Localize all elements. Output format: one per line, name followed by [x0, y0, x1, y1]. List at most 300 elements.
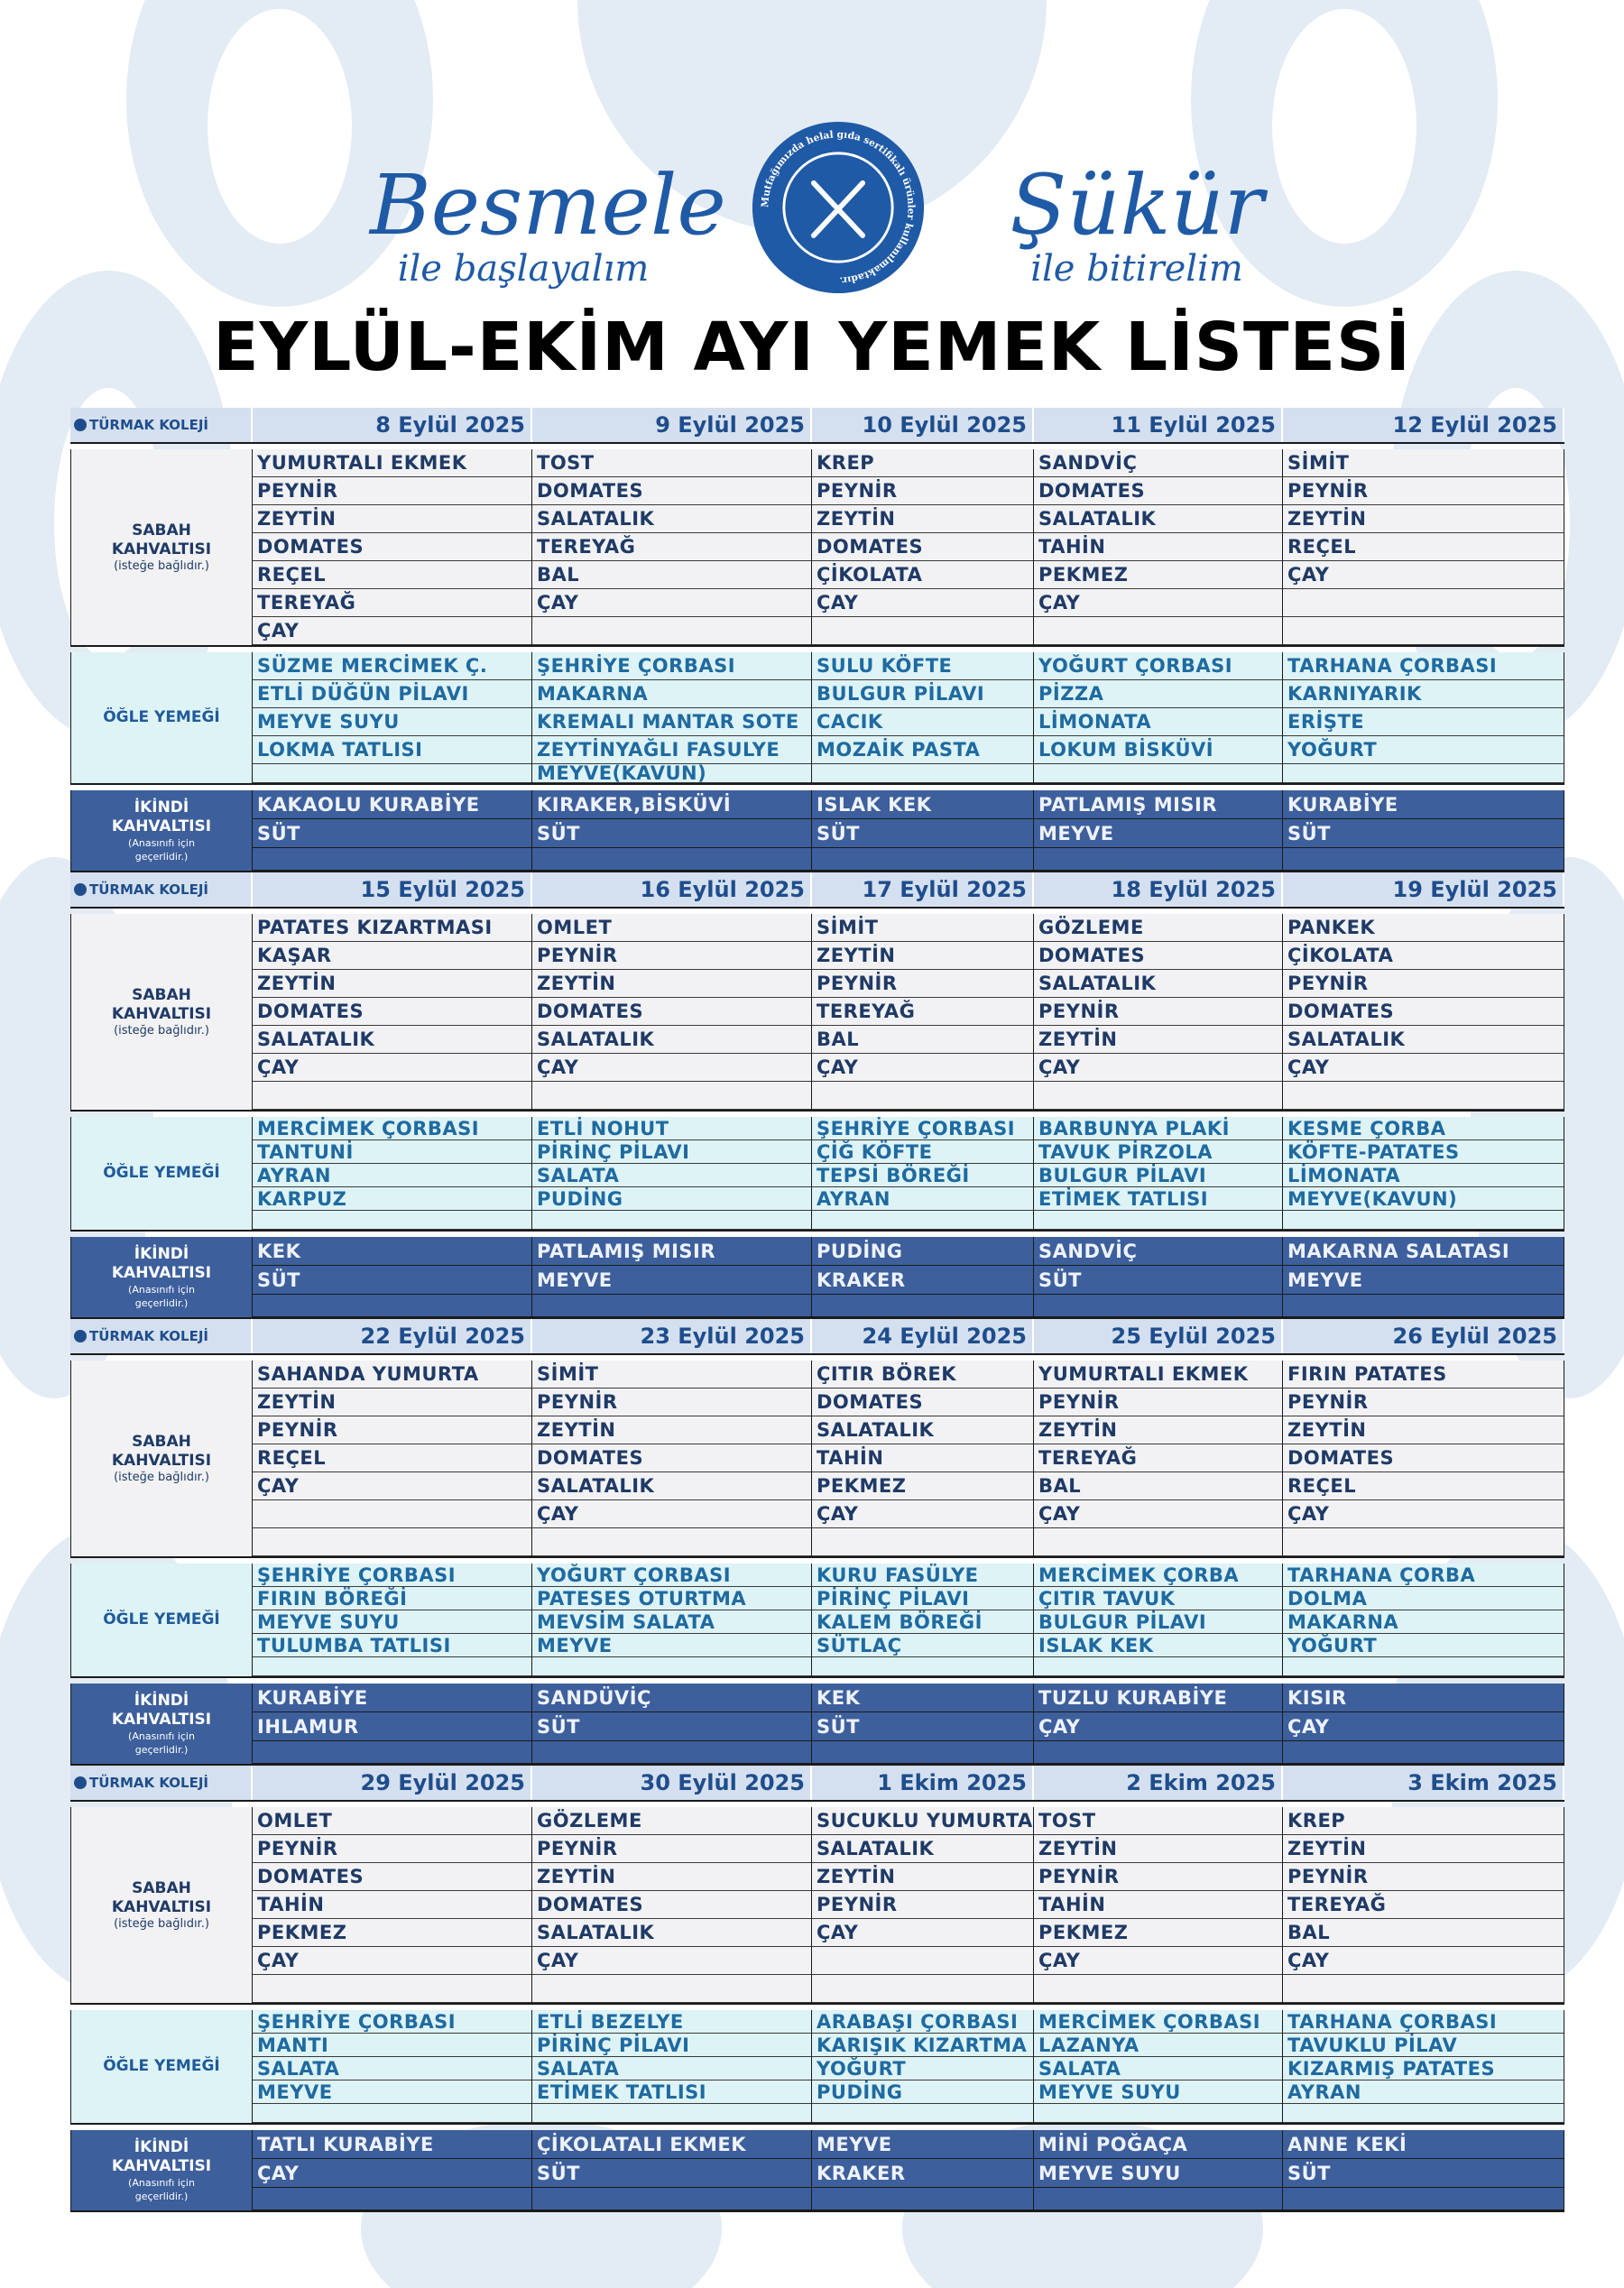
menu-item: SÜT	[1283, 2159, 1564, 2188]
school-name: TÜRMAK KOLEJİ	[89, 1328, 209, 1344]
day-column	[812, 1684, 1034, 1764]
snack-label-line: (Anasınıfı için	[128, 1283, 195, 1296]
menu-item: ETİMEK TATLISI	[1034, 1187, 1282, 1211]
menu-item: ZEYTİN	[532, 1416, 811, 1444]
menu-item	[253, 1741, 531, 1764]
menu-item	[1283, 1741, 1564, 1764]
day-column	[812, 1361, 1034, 1556]
menu-item: MERCİMEK ÇORBASI	[1034, 2010, 1282, 2034]
snack-label-line: KAHVALTISI	[111, 2156, 212, 2175]
menu-item: TAHİN	[1034, 533, 1282, 561]
menu-item	[1034, 764, 1282, 783]
breakfast-label-line: KAHVALTISI	[111, 1451, 212, 1470]
helal-logo	[751, 120, 926, 295]
snack-label-line: geçerlidir.)	[134, 1296, 189, 1309]
day-column	[1283, 1684, 1564, 1764]
menu-item: ÇAY	[532, 1054, 811, 1082]
menu-item: TUZLU KURABİYE	[1034, 1684, 1282, 1712]
day-column	[253, 1684, 532, 1764]
menu-item: PATATES KIZARTMASI	[253, 914, 531, 942]
day-column	[812, 652, 1034, 783]
menu-item: KIZARMIŞ PATATES	[1283, 2057, 1564, 2080]
snack-label	[70, 1684, 253, 1764]
day-column	[1034, 1807, 1283, 2003]
day-date: 19 Eylül 2025	[1283, 872, 1564, 907]
day-column	[532, 1237, 812, 1317]
menu-item: REÇEL	[1283, 533, 1564, 561]
menu-item: KIRAKER,BİSKÜVİ	[532, 790, 811, 819]
day-column	[532, 652, 812, 783]
menu-item: PEYNİR	[532, 1835, 811, 1863]
menu-item: SÜTLAÇ	[812, 1634, 1033, 1657]
menu-item	[253, 1082, 531, 1110]
menu-item: AYRAN	[253, 1164, 531, 1187]
menu-table	[70, 408, 1564, 2212]
lunch-section	[70, 1564, 1564, 1678]
menu-item: TEPSİ BÖREĞİ	[812, 1164, 1033, 1187]
menu-item	[812, 1657, 1033, 1676]
menu-item: SÜZME MERCİMEK Ç.	[253, 652, 531, 680]
lunch-label-line: ÖĞLE YEMEĞİ	[103, 1610, 220, 1628]
afternoon-snack-section	[70, 2130, 1564, 2212]
day-date: 3 Ekim 2025	[1283, 1766, 1564, 1800]
menu-item: PUDİNG	[532, 1187, 811, 1211]
menu-item: ZEYTİN	[812, 505, 1033, 533]
menu-item: PEYNİR	[812, 477, 1033, 505]
menu-item: MAKARNA	[532, 680, 811, 708]
day-date: 1 Ekim 2025	[812, 1766, 1034, 1800]
menu-item	[1034, 1657, 1282, 1676]
menu-item: SALATA	[532, 2057, 811, 2080]
menu-item: SULU KÖFTE	[812, 652, 1033, 680]
menu-item	[1034, 1741, 1282, 1764]
day-column	[253, 449, 532, 645]
menu-item	[812, 2104, 1033, 2123]
menu-item: YOĞURT	[1283, 736, 1564, 764]
menu-item: BARBUNYA PLAKİ	[1034, 1117, 1282, 1140]
menu-item: PEYNİR	[812, 1891, 1033, 1919]
day-column	[1034, 449, 1283, 645]
menu-item: YOĞURT	[1283, 1634, 1564, 1657]
motto-left-big: Besmele	[370, 157, 726, 254]
snack-label	[70, 2130, 253, 2210]
menu-item: LOKMA TATLISI	[253, 736, 531, 764]
day-date: 10 Eylül 2025	[812, 408, 1034, 442]
menu-item	[1283, 2104, 1564, 2123]
menu-item	[532, 617, 811, 645]
menu-item: ÇİĞ KÖFTE	[812, 1140, 1033, 1164]
menu-item: YOĞURT	[812, 2057, 1033, 2080]
menu-item: KREP	[812, 449, 1033, 477]
breakfast-label-line: KAHVALTISI	[111, 540, 212, 558]
menu-item: ETLİ DÜĞÜN PİLAVI	[253, 680, 531, 708]
menu-item: SÜT	[532, 1712, 811, 1741]
menu-item: SÜT	[812, 1712, 1033, 1741]
menu-item: ZEYTİN	[253, 1388, 531, 1416]
lunch-label	[70, 1117, 253, 1230]
week-header	[70, 872, 1564, 909]
day-column	[1283, 1564, 1564, 1676]
menu-item: KALEM BÖREĞİ	[812, 1610, 1033, 1634]
menu-item: ÇAY	[1283, 1500, 1564, 1528]
menu-item: ÇAY	[1034, 589, 1282, 617]
school-name: TÜRMAK KOLEJİ	[89, 417, 209, 433]
day-column	[1034, 1564, 1283, 1676]
snack-label-line: İKİNDİ	[134, 1244, 189, 1263]
menu-item	[1034, 2104, 1282, 2123]
day-column	[532, 449, 812, 645]
menu-item: SÜT	[253, 1266, 531, 1295]
menu-item: AYRAN	[812, 1187, 1033, 1211]
menu-item: ZEYTİN	[253, 970, 531, 998]
menu-item	[1034, 1295, 1282, 1317]
menu-item: ZEYTİN	[1283, 1416, 1564, 1444]
menu-item: LİMONATA	[1034, 708, 1282, 736]
menu-item: MEVSİM SALATA	[532, 1610, 811, 1634]
page-header	[0, 0, 1624, 397]
menu-item: TAVUKLU PİLAV	[1283, 2034, 1564, 2057]
day-column	[532, 1807, 812, 2003]
page-title: EYLÜL-EKİM AYI YEMEK LİSTESİ	[213, 309, 1411, 386]
snack-label-line: İKİNDİ	[134, 2137, 189, 2156]
menu-item: PİRİNÇ PİLAVI	[812, 1587, 1033, 1610]
menu-item: ZEYTİN	[253, 505, 531, 533]
menu-item: KURU FASÜLYE	[812, 1564, 1033, 1587]
menu-item: REÇEL	[253, 561, 531, 589]
menu-item: ÇAY	[812, 1919, 1033, 1947]
day-date: 17 Eylül 2025	[812, 872, 1034, 907]
menu-item: SÜT	[532, 819, 811, 848]
menu-item: ÇAY	[1034, 1947, 1282, 1975]
snack-label-line: geçerlidir.)	[134, 2190, 189, 2202]
motto-right-small: ile bitirelim	[1030, 248, 1243, 290]
snack-label	[70, 1237, 253, 1317]
menu-item: SALATA	[532, 1164, 811, 1187]
menu-item: SALATALIK	[812, 1835, 1033, 1863]
menu-item: ÇAY	[1034, 1712, 1282, 1741]
menu-item: KAŞAR	[253, 942, 531, 970]
menu-item: SUCUKLU YUMURTA	[812, 1807, 1033, 1835]
menu-item: IHLAMUR	[253, 1712, 531, 1741]
menu-item: BULGUR PİLAVI	[1034, 1164, 1282, 1187]
menu-item: CACIK	[812, 708, 1033, 736]
day-column	[1034, 1361, 1283, 1556]
menu-item: TEREYAĞ	[812, 998, 1033, 1026]
menu-item: PEYNİR	[1283, 970, 1564, 998]
menu-item: DOLMA	[1283, 1587, 1564, 1610]
menu-item: ÇAY	[253, 617, 531, 645]
menu-item: PEYNİR	[1034, 1863, 1282, 1891]
snack-label	[70, 790, 253, 871]
day-column	[1283, 1237, 1564, 1317]
menu-item	[532, 1741, 811, 1764]
menu-item: SÜT	[1283, 819, 1564, 848]
menu-item: DOMATES	[253, 998, 531, 1026]
menu-item: FIRIN PATATES	[1283, 1361, 1564, 1388]
menu-item: ÇAY	[1034, 1054, 1282, 1082]
menu-item: BAL	[532, 561, 811, 589]
menu-item: BAL	[1034, 1472, 1282, 1500]
menu-item: TEREYAĞ	[532, 533, 811, 561]
motto-besmele	[370, 157, 726, 290]
menu-item: REÇEL	[1283, 1472, 1564, 1500]
menu-item: TEREYAĞ	[1283, 1891, 1564, 1919]
lunch-label-line: ÖĞLE YEMEĞİ	[103, 708, 220, 726]
day-column	[1283, 1361, 1564, 1556]
day-column	[532, 1564, 812, 1676]
menu-item	[1283, 1295, 1564, 1317]
menu-item: MOZAİK PASTA	[812, 736, 1033, 764]
day-column	[812, 2010, 1034, 2123]
breakfast-label	[70, 914, 253, 1110]
menu-item: ZEYTİN	[1283, 505, 1564, 533]
menu-item: DOMATES	[253, 1863, 531, 1891]
menu-item: KEK	[812, 1684, 1033, 1712]
menu-item: KESME ÇORBA	[1283, 1117, 1564, 1140]
menu-item	[253, 1211, 531, 1230]
afternoon-snack-section	[70, 1684, 1564, 1766]
menu-item: KURABİYE	[1283, 790, 1564, 819]
day-column	[1283, 914, 1564, 1110]
lunch-label	[70, 1564, 253, 1676]
menu-item	[1283, 1657, 1564, 1676]
menu-item	[532, 1211, 811, 1230]
menu-item: TOST	[1034, 1807, 1282, 1835]
menu-item: SÜT	[1034, 1266, 1282, 1295]
menu-item	[812, 617, 1033, 645]
menu-item: KURABİYE	[253, 1684, 531, 1712]
menu-item: TARHANA ÇORBA	[1283, 1564, 1564, 1587]
day-column	[253, 1237, 532, 1317]
menu-item	[532, 1295, 811, 1317]
menu-item	[1034, 1528, 1282, 1556]
menu-item	[1034, 2188, 1282, 2210]
menu-item: TOST	[532, 449, 811, 477]
menu-item: BULGUR PİLAVI	[1034, 1610, 1282, 1634]
day-column	[253, 652, 532, 783]
day-column	[1034, 790, 1283, 871]
breakfast-label-line: (isteğe bağlıdır.)	[114, 1470, 209, 1484]
menu-item: MEYVE SUYU	[1034, 2159, 1282, 2188]
snack-label-line: (Anasınıfı için	[128, 836, 195, 849]
breakfast-label-line: SABAH	[132, 1432, 191, 1451]
menu-item: PEKMEZ	[1034, 561, 1282, 589]
menu-item	[812, 1528, 1033, 1556]
day-column	[812, 1117, 1034, 1230]
menu-item	[253, 848, 531, 871]
menu-item	[812, 1975, 1033, 2003]
lunch-section	[70, 652, 1564, 785]
menu-item: PEYNİR	[1283, 1388, 1564, 1416]
menu-item: PEKMEZ	[812, 1472, 1033, 1500]
menu-item: ZEYTİN	[532, 970, 811, 998]
menu-item: PEYNİR	[1034, 998, 1282, 1026]
day-column	[532, 914, 812, 1110]
menu-item	[1034, 848, 1282, 871]
menu-item: MEYVE SUYU	[1034, 2080, 1282, 2104]
menu-item	[1283, 2188, 1564, 2210]
menu-item: SALATA	[253, 2057, 531, 2080]
day-column	[1034, 2010, 1283, 2123]
day-column	[532, 2010, 812, 2123]
day-column	[253, 1564, 532, 1676]
menu-item	[532, 1528, 811, 1556]
day-column	[812, 1807, 1034, 2003]
menu-item: PEYNİR	[253, 1416, 531, 1444]
menu-item	[812, 1947, 1033, 1975]
menu-item: PATLAMIŞ MISIR	[532, 1237, 811, 1266]
menu-item: KREMALI MANTAR SOTE	[532, 708, 811, 736]
snack-label-line: geçerlidir.)	[134, 850, 189, 863]
menu-item: ÇITIR TAVUK	[1034, 1587, 1282, 1610]
menu-item: SİMİT	[1283, 449, 1564, 477]
menu-item: TAHİN	[1034, 1891, 1282, 1919]
menu-item	[253, 1295, 531, 1317]
breakfast-label-line: (isteğe bağlıdır.)	[114, 1023, 209, 1038]
menu-item: KRAKER	[812, 2159, 1033, 2188]
menu-item: ZEYTİN	[532, 1863, 811, 1891]
menu-item: KEK	[253, 1237, 531, 1266]
menu-item	[812, 848, 1033, 871]
menu-item: SALATALIK	[253, 1026, 531, 1054]
menu-item: KARIŞIK KIZARTMA	[812, 2034, 1033, 2057]
menu-item: SALATALIK	[812, 1416, 1033, 1444]
menu-item: SALATALIK	[532, 1919, 811, 1947]
menu-item: ÇAY	[1283, 1947, 1564, 1975]
week-header	[70, 1319, 1564, 1355]
school-logo-icon	[74, 1776, 87, 1789]
day-column	[1034, 2130, 1283, 2210]
menu-item	[1034, 1082, 1282, 1110]
day-date: 24 Eylül 2025	[812, 1319, 1034, 1353]
menu-item: MEYVE	[532, 1634, 811, 1657]
breakfast-section	[70, 449, 1564, 647]
menu-item: YUMURTALI EKMEK	[253, 449, 531, 477]
menu-item: KAKAOLU KURABİYE	[253, 790, 531, 819]
menu-item: ZEYTİN	[1034, 1416, 1282, 1444]
menu-item: MEYVE(KAVUN)	[532, 764, 811, 783]
breakfast-label-line: (isteğe bağlıdır.)	[114, 558, 209, 573]
day-column	[1283, 2010, 1564, 2123]
breakfast-label-line: (isteğe bağlıdır.)	[114, 1916, 209, 1931]
week-header	[70, 408, 1564, 444]
day-column	[812, 449, 1034, 645]
menu-item: MİNİ POĞAÇA	[1034, 2130, 1282, 2159]
breakfast-section	[70, 1807, 1564, 2005]
menu-item	[253, 1500, 531, 1528]
menu-item	[812, 1295, 1033, 1317]
menu-item	[532, 2188, 811, 2210]
menu-item: PEYNİR	[1283, 477, 1564, 505]
day-column	[1283, 449, 1564, 645]
menu-item	[1283, 848, 1564, 871]
day-column	[1034, 1237, 1283, 1317]
menu-item	[1283, 589, 1564, 617]
day-column	[253, 1361, 532, 1556]
day-column	[1283, 1117, 1564, 1230]
menu-item: SALATALIK	[1283, 1026, 1564, 1054]
menu-item: ETLİ NOHUT	[532, 1117, 811, 1140]
day-column	[1034, 1117, 1283, 1230]
menu-item: PİRİNÇ PİLAVI	[532, 2034, 811, 2057]
menu-item	[1283, 1082, 1564, 1110]
lunch-section	[70, 2010, 1564, 2125]
menu-item	[812, 1741, 1033, 1764]
menu-item: ÇAY	[253, 2159, 531, 2188]
day-date: 25 Eylül 2025	[1034, 1319, 1283, 1353]
day-column	[1034, 652, 1283, 783]
school-logo-icon	[74, 419, 87, 431]
menu-item: PUDİNG	[812, 2080, 1033, 2104]
logo-text: Mutfağımızda helal gıda sertifikalı ürünler kullanılmaktadır.	[759, 128, 918, 287]
day-date: 26 Eylül 2025	[1283, 1319, 1564, 1353]
menu-item: LOKUM BİSKÜVİ	[1034, 736, 1282, 764]
menu-item: MEYVE	[532, 1266, 811, 1295]
day-column	[253, 2010, 532, 2123]
school-logo-icon	[74, 1330, 87, 1342]
breakfast-label	[70, 1807, 253, 2003]
menu-item: SİMİT	[532, 1361, 811, 1388]
day-date: 22 Eylül 2025	[253, 1319, 532, 1353]
motto-sukur	[1001, 157, 1272, 290]
breakfast-section	[70, 1361, 1564, 1558]
menu-item	[1283, 617, 1564, 645]
menu-item: SALATALIK	[1034, 505, 1282, 533]
menu-item: PEYNİR	[1283, 1863, 1564, 1891]
day-date: 30 Eylül 2025	[532, 1766, 812, 1800]
menu-item: ÇAY	[1034, 1500, 1282, 1528]
menu-item: ERİŞTE	[1283, 708, 1564, 736]
menu-item: ZEYTİN	[812, 942, 1033, 970]
snack-label-line: geçerlidir.)	[134, 1743, 189, 1756]
menu-item: TAHİN	[253, 1891, 531, 1919]
lunch-label	[70, 2010, 253, 2123]
snack-label-line: (Anasınıfı için	[128, 1730, 195, 1742]
menu-item: SÜT	[532, 2159, 811, 2188]
menu-item: SAHANDA YUMURTA	[253, 1361, 531, 1388]
menu-item: SALATALIK	[532, 505, 811, 533]
snack-label-line: KAHVALTISI	[111, 1263, 212, 1282]
menu-item: ÇAY	[1283, 1712, 1564, 1741]
week-block	[70, 1766, 1564, 2212]
day-column	[532, 2130, 812, 2210]
menu-item: PEKMEZ	[253, 1919, 531, 1947]
menu-item: SANDÜVİÇ	[532, 1684, 811, 1712]
day-column	[1283, 2130, 1564, 2210]
menu-item	[1034, 1975, 1282, 2003]
menu-item: KISIR	[1283, 1684, 1564, 1712]
breakfast-label-line: SABAH	[132, 521, 191, 540]
menu-item: PEYNİR	[253, 1835, 531, 1863]
day-column	[1283, 790, 1564, 871]
day-column	[532, 790, 812, 871]
menu-item	[812, 764, 1033, 783]
week-block	[70, 408, 1564, 872]
menu-item: MEYVE	[1034, 819, 1282, 848]
menu-item: DOMATES	[532, 1444, 811, 1472]
breakfast-label	[70, 1361, 253, 1556]
menu-item: ISLAK KEK	[812, 790, 1033, 819]
school-brand	[70, 1766, 253, 1800]
menu-item	[1283, 1528, 1564, 1556]
menu-item: DOMATES	[253, 533, 531, 561]
menu-item: SANDVİÇ	[1034, 449, 1282, 477]
snack-label-line: KAHVALTISI	[111, 816, 212, 835]
breakfast-label-line: KAHVALTISI	[111, 1897, 212, 1916]
menu-item	[253, 1528, 531, 1556]
school-brand	[70, 872, 253, 907]
menu-item: KARNIYARIK	[1283, 680, 1564, 708]
